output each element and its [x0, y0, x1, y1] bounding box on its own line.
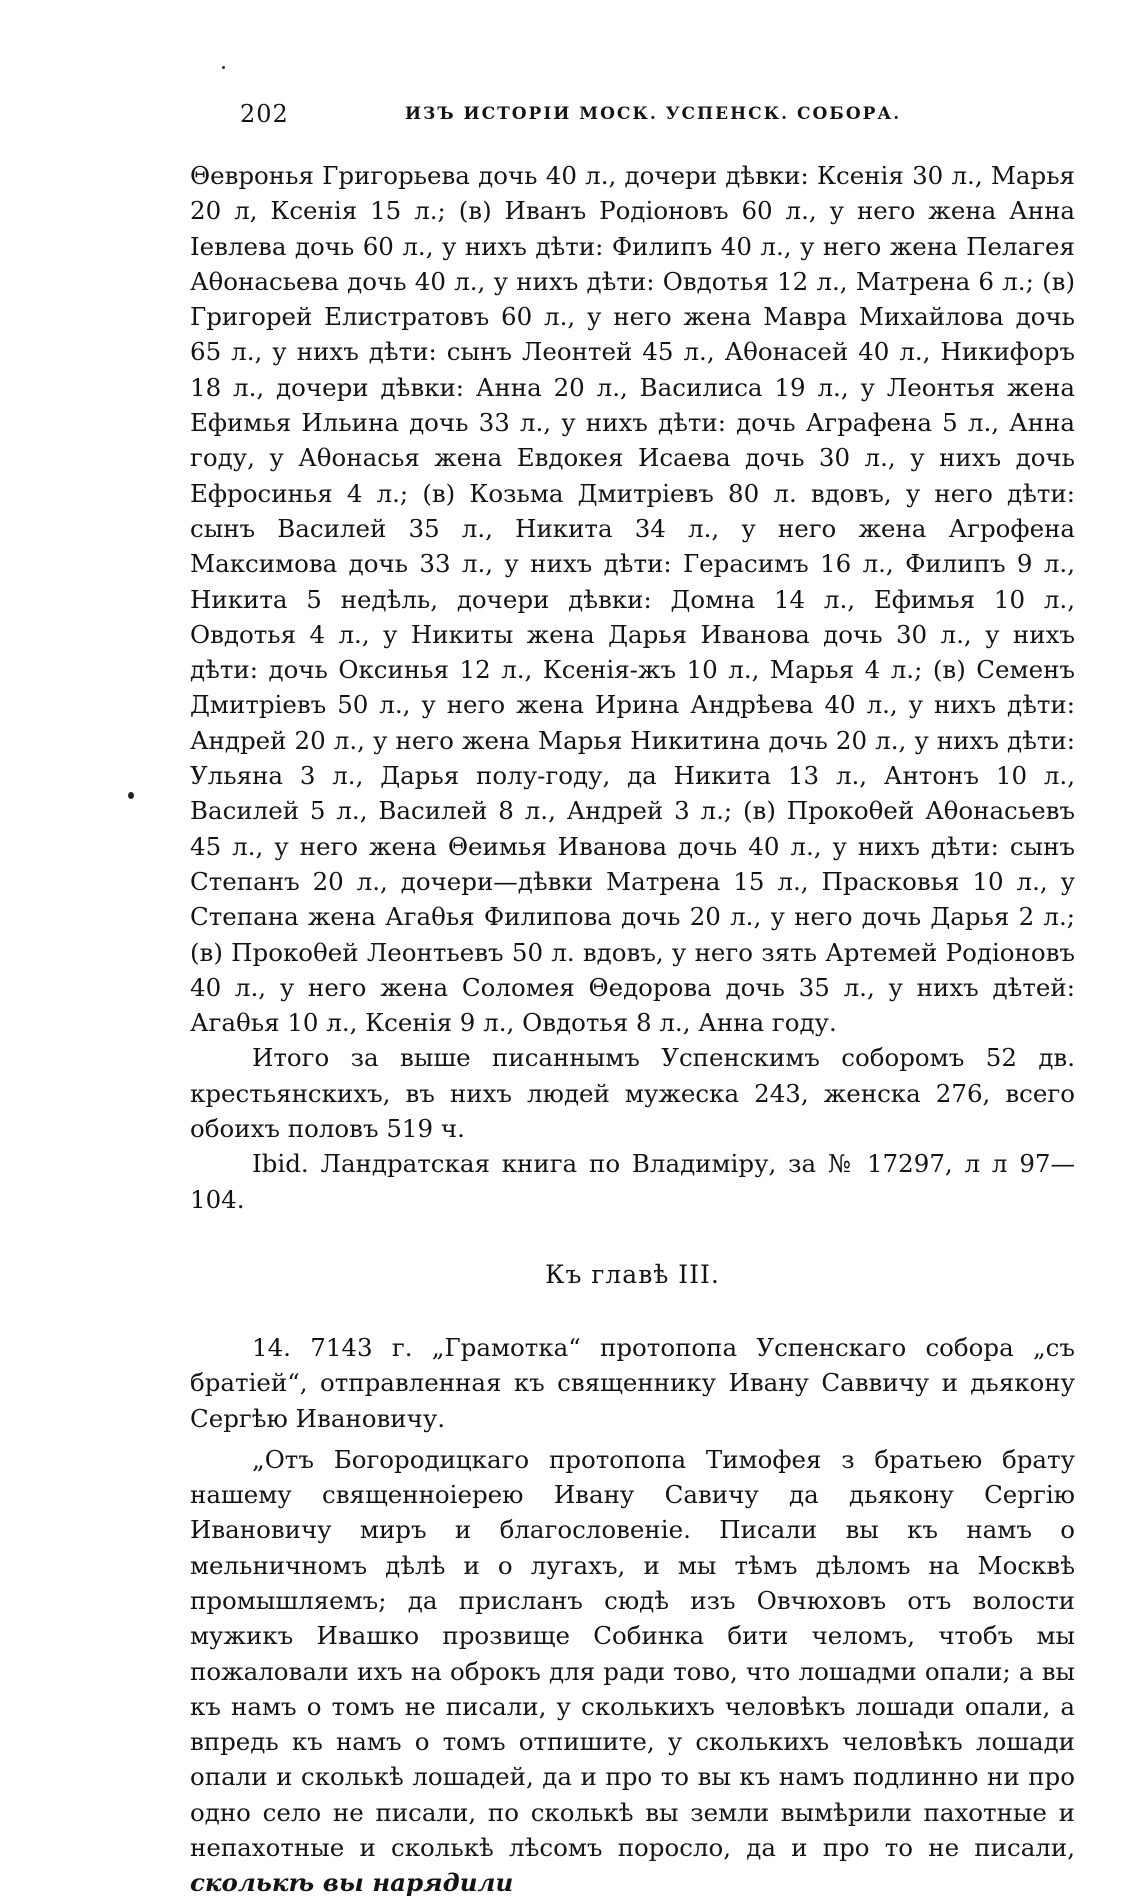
census-paragraph: Θевронья Григорьева дочь 40 л., дочери дѣвки: Ксенія 30 л., Марья 20 л, Ксенія 15 л.; (в) Иванъ Родіоновъ 60 л., у него жена Анна Іевлева дочь 60 л., у нихъ дѣти: Филипъ 40 л., у него жена Пелагея Аθонасьева дочь 40 л., у нихъ дѣти: Овдотья 12 л., Матрена 6 л.; (в) Григорей Елистратовъ 60 л., у него жена Мавра Михайлова дочь 65 л., у нихъ дѣти: сынъ Леонтей 45 л., Аθонасей 40 л., Никифоръ 18 л., дочери дѣвки: Анна 20 л., Василиса 19 л., у Леонтья жена Ефимья Ильина дочь 33 л., у нихъ дѣти: дочь Аграфена 5 л., Анна году, у Аθонасья жена Евдокея Исаева дочь 30 л., у нихъ дочь Ефросинья 4 л.; (в) Козьма Дмитріевъ 80 л. вдовъ, у него дѣти: сынъ Василей 35 л., Никита 34 л., у него жена Агрофена Максимова дочь 33 л., у нихъ дѣти: Герасимъ 16 л., Филипъ 9 л., Никита 5 недѣль, дочери дѣвки: Домна 14 л., Ефимья 10 л., Овдотья 4 л., у Никиты жена Дарья Иванова дочь 30 л., у нихъ дѣти: дочь Оксинья 12 л., Ксенія-жъ 10 л., Марья 4 л.; (в) Семенъ Дмитріевъ 50 л., у него жена Ирина Андрѣева 40 л., у нихъ дѣти: Андрей 20 л., у него жена Марья Никитина дочь 20 л., у нихъ дѣти: Ульяна 3 л., Дарья полу-году, да Никита 13 л., Антонъ 10 л., Василей 5 л., Василей 8 л., Андрей 3 л.; (в) Прокоθей Аθонасьевъ 45 л., у него жена Θеимья Иванова дочь 40 л., у нихъ дѣти: сынъ Степанъ 20 л., дочери—дѣвки Матрена 15 л., Прасковья 10 л., у Степана жена Агаθья Филипова дочь 20 л., у него дочь Дарья 2 л.; (в) Прокоθей Леонтьевъ 50 л. вдовъ, у него зять Артемей Родіоновъ 40 л., у него жена Соломея Θедорова дочь 35 л., у нихъ дѣтей: Агаθья 10 л., Ксенія 9 л., Овдотья 8 л., Анна году. [190, 161, 1075, 1038]
margin-mark [128, 792, 134, 799]
letter-body: „Отъ Богородицкаго протопопа Тимофея з братьею брату нашему священноіерею Ивану Савичу да дьякону Сергію Ивановичу миръ и благословеніе. Писали вы къ намъ о мельничномъ дѣлѣ и о лугахъ, и мы тѣмъ дѣломъ на Москвѣ промышляемъ; да присланъ сюдѣ изъ Овчюховъ отъ волости мужикъ Ивашко прозвище Собинка бити челомъ, чтобъ мы пожаловали ихъ на оброкъ для ради тово, что лошадми опали; а вы къ намъ о томъ не писали, у сколькихъ человѣкъ лошади опали, а впредь къ намъ о томъ отпишите, у сколькихъ человѣкъ лошади опали и сколькѣ лошадей, да и про то вы къ намъ подлинно ни про одно село не писали, по сколькѣ вы земли вымѣрили пахотные и непахотные и сколькѣ лѣсомъ поросло, да и про то не писали, [190, 1444, 1075, 1863]
paper-speck [222, 66, 225, 69]
page-header [240, 100, 1080, 136]
letter-text [190, 1442, 1075, 1901]
page-number: 202 [240, 100, 289, 128]
running-title: ИЗЪ ИСТОРІИ МОСК. УСПЕНСК. СОБОРА. [405, 104, 902, 124]
document-intro: 14. 7143 г. „Грамотка“ протопопа Успенскаго собора „съ братіей“, отправленная къ священнику Ивану Саввичу и дьякону Сергѣю Ивановичу. [190, 1332, 1075, 1433]
source-citation: Ibid. Ландратская книга по Владиміру, за № 17297, л л 97—104. [190, 1149, 1075, 1214]
page-body [190, 158, 1075, 1901]
total-paragraph: Итого за выше писаннымъ Успенскимъ соборомъ 52 дв. крестьянскихъ, въ нихъ людей мужеска 243, женска 276, всего обоихъ половъ 519 ч. [190, 1043, 1075, 1144]
chapter-heading: Къ главѣ III. [545, 1259, 720, 1289]
letter-italic-ending: сколькѣ вы нарядили [190, 1868, 514, 1898]
